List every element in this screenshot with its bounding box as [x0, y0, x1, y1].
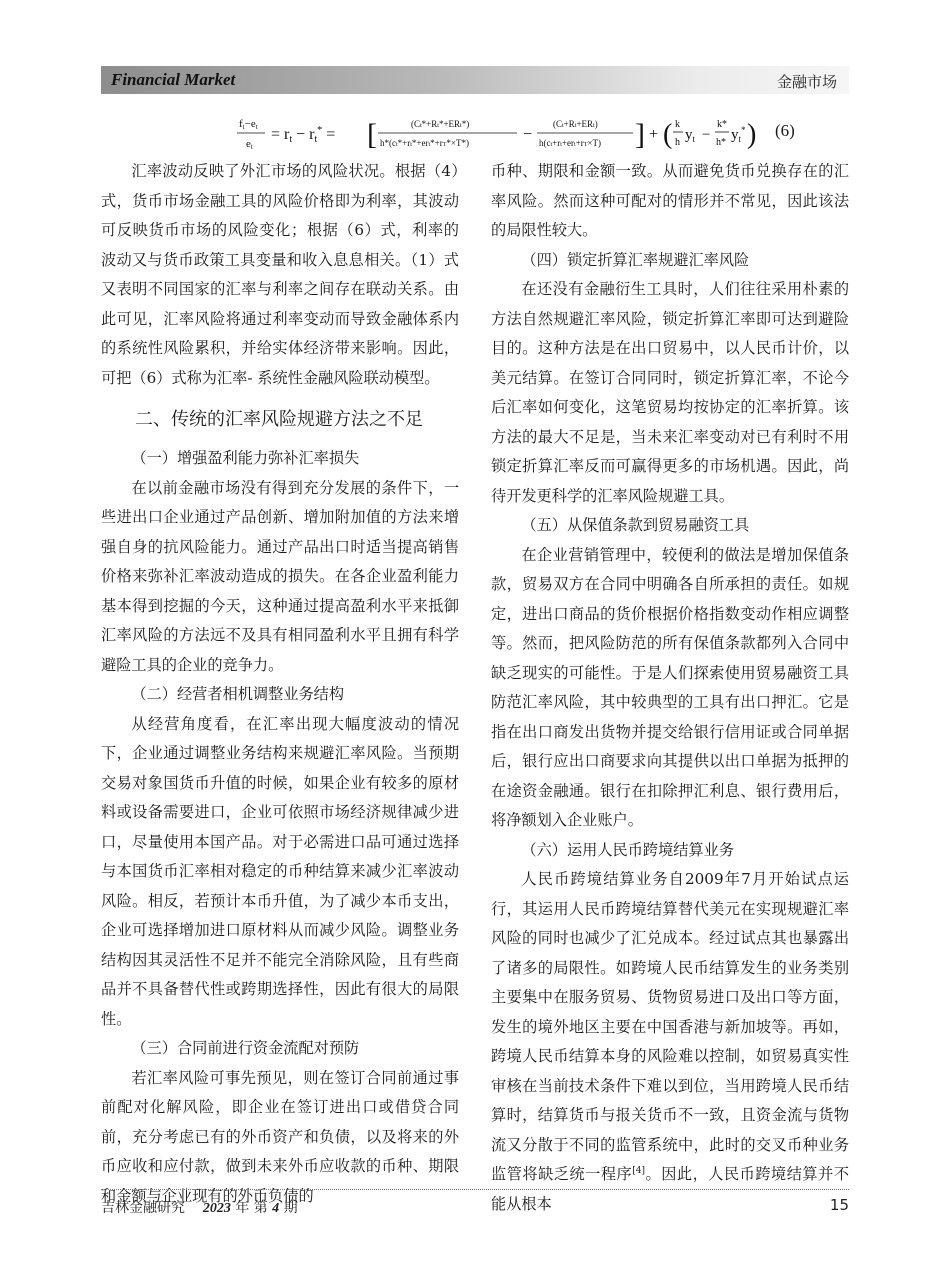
- left-column: [101, 157, 459, 1211]
- equation-6: [235, 114, 755, 156]
- journal-year: 2023: [202, 1201, 231, 1216]
- footer-divider: [101, 1189, 849, 1190]
- paragraph-text: 人民币跨境结算业务自2009年7月开始试点运行，其运用人民币跨境结算替代美元在实现规避汇率风险的同时也减少了汇兑成本。经过试点其也暴露出了诸多的局限性。如跨境人民币结算发生的业务类别主要集中在服务贸易、货物贸易进口及出口等方面，发生的境外地区主要在中国香港与新加坡等。再如，跨境人民币结算本身的风险难以控制，如贸易真实性审核在当前技术条件下难以到位，当用跨境人民币结算时，结算货币与报关货币不一致，且资金流与货物流又分散于不同的监管系统中，此时的交叉币种业务监管将缺乏统一程序: [491, 870, 849, 1183]
- header-section-en: Financial Market: [111, 70, 236, 89]
- svg-text:(Ct*+Rt*+ERt*): (Ct*+Rt*+ERt*): [411, 119, 470, 129]
- paragraph: 在以前金融市场没有得到充分发展的条件下，一些进出口企业通过产品创新、增加附加值的方法来增强自身的抗风险能力。通过产品出口时适当提高销售价格来弥补汇率波动造成的损失。在各企业盈利能力基本得到挖掘的今天，这种通过提高盈利水平来抵御汇率风险的方法远不及具有相同盈利水平且拥有科学避险工具的企业的竞争力。: [101, 478, 459, 674]
- footer-journal-info: [101, 1197, 298, 1217]
- subsection-heading: （六）运用人民币跨境结算业务: [521, 840, 735, 859]
- svg-text:et: et: [246, 138, 253, 151]
- svg-text:h: h: [675, 137, 680, 148]
- subsection-heading: （三）合同前进行资金流配对预防: [131, 1039, 360, 1057]
- page-number: 15: [829, 1196, 849, 1214]
- section-heading: 二、传统的汇率风险规避方法之不足: [135, 409, 423, 430]
- subsection-heading: （四）锁定折算汇率规避汇率风险: [521, 250, 750, 269]
- svg-text:= rt − rt* =: = rt − rt* =: [271, 125, 336, 145]
- right-column: [491, 157, 849, 1219]
- paragraph-continued: 币种、期限和金额一致。从而避免货币兑换存在的汇率风险。然而这种可配对的情形并不常见，因此该法的局限性较大。: [491, 162, 849, 239]
- svg-text:yt: $y_t$: [685, 127, 696, 144]
- paragraph: 若汇率风险可事先预见，则在签订合同前通过事前配对化解风险，即企业在签订进出口或借贷合同前，充分考虑已有的外币资产和负债，以及将来的外币应收和应付款，做到未来外币应收款的币种、期限和金额与企业现有的外币负债的: [101, 1068, 459, 1205]
- paragraph: 在企业营销管理中，较便利的做法是增加保值条款，贸易双方在合同中明确各自所承担的责任。如规定，进出口商品的货价根据价格指数变动作相应调整等。然而，把风险防范的所有保值条款都列入合同中缺乏现实的可能性。于是人们探索使用贸易融资工具防范汇率风险，其中较典型的工具有出口押汇。它是指在出口商发出货物并提交给银行信用证或合同单据后，银行应出口商要求向其提供以出口单据为抵押的在途资金融通。银行在扣除押汇利息、银行费用后，将净额划入企业账户。: [491, 545, 849, 829]
- svg-text:h(ct+rt+ert+rT×T): h(ct+rt+ert+rT×T): [539, 138, 601, 148]
- journal-name: 吉林金融研究: [101, 1200, 185, 1216]
- svg-text:ft−et: ft−et: [239, 118, 258, 131]
- paragraph: 从经营角度看，在汇率出现大幅度波动的情况下，企业通过调整业务结构来规避汇率风险。当预期交易对象国货币升值的时候，如果企业有较多的原材料或设备需要进口，企业可依照市场经济规律减少进口，尽量使用本国产品。对于必需进口品可通过选择与本国货币汇率相对稳定的币种结算来减少汇率波动风险。相反，若预计本币升值，为了减少本币支出，企业可选择增加进口原材料从而减少风险。调整业务结构因其灵活性不足并不能完全消除风险，且有些商品并不具备替代性或跨期选择性，因此有很大的局限性。: [101, 714, 459, 1028]
- paragraph-text-tail: 。因此，人民币跨境结算并不能从根本: [491, 1165, 850, 1213]
- subsection-heading: （一）增强盈利能力弥补汇率损失: [131, 449, 360, 467]
- header-section-cn: 金融市场: [776, 73, 837, 91]
- svg-text:k: k: [675, 119, 680, 130]
- subsection-heading: （二）经营者相机调整业务结构: [131, 685, 345, 703]
- citation-reference[interactable]: [4]: [632, 1165, 645, 1176]
- svg-text:[: [: [367, 118, 377, 151]
- journal-issue: 4: [272, 1201, 280, 1216]
- svg-text:]: ]: [635, 118, 645, 151]
- svg-text:h*(ct*+rt*+ert*+rT*×T*): h*(ct*+rt*+ert*+rT*×T*): [380, 138, 469, 148]
- svg-text:yt*: $y_t^*$: [731, 125, 746, 144]
- journal-issue-suffix: 期: [283, 1200, 298, 1216]
- svg-text:−: −: [523, 126, 533, 143]
- paragraph: 汇率波动反映了外汇市场的风险状况。根据（4）式，货币市场金融工具的风险价格即为利率，其波动可反映货币市场的风险变化；根据（6）式，利率的波动又与货币政策工具变量和收入息息相关。（1）式又表明不同国家的汇率与利率之间存在联动关系。由此可见，汇率风险将通过利率变动而导致金融体系内的系统性风险累积，并给实体经济带来影响。因此，可把（6）式称为汇率- 系统性金融风险联动模型。: [101, 162, 459, 387]
- svg-text:(Ct+Rt+ERt): (Ct+Rt+ERt): [553, 119, 598, 129]
- running-header: [101, 66, 849, 94]
- svg-text:): ): [747, 119, 757, 150]
- svg-text:(: (: [663, 119, 673, 150]
- svg-text:−: −: [702, 127, 711, 143]
- svg-text:h*: h*: [716, 137, 726, 148]
- subsection-heading: （五）从保值条款到贸易融资工具: [521, 516, 750, 534]
- svg-text:+: +: [649, 126, 659, 143]
- paragraph: [491, 865, 849, 1219]
- journal-year-suffix: 年 第: [235, 1200, 268, 1216]
- equation-number: (6): [775, 121, 795, 140]
- paragraph: 在还没有金融衍生工具时，人们往往采用朴素的方法自然规避汇率风险，锁定折算汇率即可达到避险目的。这种方法是在出口贸易中，以人民币计价，以美元结算。在签订合同同时，锁定折算汇率，不论今后汇率如何变化，这笔贸易均按协定的汇率折算。该方法的最大不足是，当未来汇率变动对已有利时不用锁定折算汇率反而可赢得更多的市场机遇。因此，尚待开发更科学的汇率风险规避工具。: [491, 280, 849, 505]
- svg-text:k*: k*: [717, 119, 727, 130]
